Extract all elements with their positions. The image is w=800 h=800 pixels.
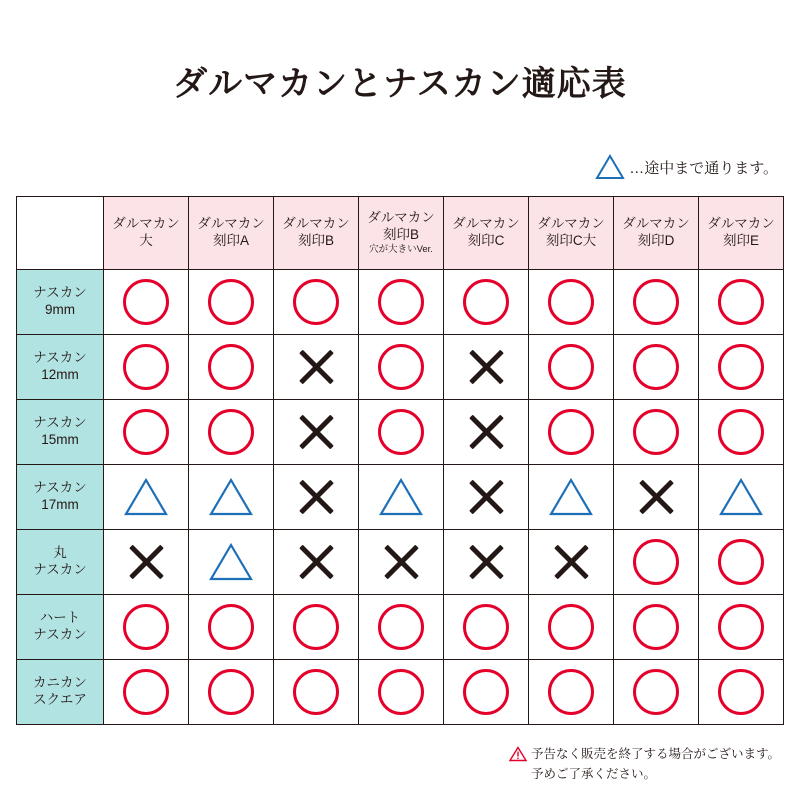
circle-shape bbox=[633, 409, 679, 455]
column-header-line2: 刻印C大 bbox=[545, 233, 597, 248]
cross-shape bbox=[294, 410, 338, 454]
matrix-cell bbox=[104, 335, 189, 400]
matrix-cell bbox=[359, 400, 444, 465]
matrix-cell bbox=[614, 530, 699, 595]
matrix-cell bbox=[529, 595, 614, 660]
column-header-line1: ダルマカン bbox=[112, 216, 180, 232]
row-header-line2: 15mm bbox=[41, 432, 79, 447]
matrix-cell bbox=[104, 595, 189, 660]
circle-shape bbox=[718, 539, 764, 585]
circle-icon bbox=[614, 530, 698, 594]
cross-icon bbox=[444, 335, 528, 399]
matrix-cell bbox=[699, 465, 784, 530]
triangle-icon bbox=[189, 530, 273, 594]
matrix-cell bbox=[359, 335, 444, 400]
circle-icon bbox=[699, 400, 783, 464]
matrix-cell bbox=[614, 465, 699, 530]
matrix-cell bbox=[699, 660, 784, 725]
row-header-line2: ナスカン bbox=[33, 627, 87, 642]
circle-shape bbox=[123, 669, 169, 715]
column-header-line1: ダルマカン bbox=[452, 216, 520, 232]
matrix-cell bbox=[529, 400, 614, 465]
row-header bbox=[17, 270, 104, 335]
table-row bbox=[17, 335, 784, 400]
matrix-cell bbox=[359, 595, 444, 660]
circle-icon bbox=[699, 595, 783, 659]
column-header-line1: ダルマカン bbox=[707, 216, 775, 232]
matrix-cell bbox=[529, 530, 614, 595]
column-header-line2: 大 bbox=[139, 233, 153, 248]
matrix-cell bbox=[189, 595, 274, 660]
circle-icon bbox=[359, 595, 443, 659]
column-header-line3: 穴が大きいVer. bbox=[369, 244, 433, 256]
matrix-cell bbox=[699, 595, 784, 660]
row-header-line1: カニカン bbox=[33, 675, 87, 691]
circle-icon bbox=[444, 270, 528, 334]
circle-shape bbox=[718, 279, 764, 325]
matrix-cell bbox=[359, 530, 444, 595]
footnote-line2: 予めご了承ください。 bbox=[530, 767, 656, 781]
cross-icon bbox=[614, 465, 698, 529]
circle-icon bbox=[189, 335, 273, 399]
matrix-cell bbox=[444, 530, 529, 595]
table-corner-cell bbox=[17, 197, 104, 270]
circle-shape bbox=[378, 669, 424, 715]
matrix-cell bbox=[189, 530, 274, 595]
circle-icon bbox=[614, 270, 698, 334]
matrix-cell bbox=[104, 400, 189, 465]
table-row bbox=[17, 465, 784, 530]
circle-shape bbox=[633, 344, 679, 390]
cross-icon bbox=[529, 530, 613, 594]
circle-shape bbox=[548, 279, 594, 325]
triangle-icon bbox=[593, 152, 627, 182]
column-header-line2: 刻印C bbox=[467, 233, 505, 248]
matrix-cell bbox=[274, 400, 359, 465]
row-header bbox=[17, 595, 104, 660]
matrix-cell bbox=[189, 465, 274, 530]
triangle-icon bbox=[699, 465, 783, 529]
column-header bbox=[104, 197, 189, 270]
matrix-cell bbox=[274, 465, 359, 530]
circle-shape bbox=[548, 409, 594, 455]
matrix-cell bbox=[699, 400, 784, 465]
circle-icon bbox=[189, 595, 273, 659]
cross-icon bbox=[274, 400, 358, 464]
triangle-shape bbox=[208, 542, 254, 582]
matrix-cell bbox=[529, 270, 614, 335]
row-header-line2: 12mm bbox=[41, 367, 79, 382]
cross-shape bbox=[294, 345, 338, 389]
circle-icon bbox=[274, 660, 358, 724]
warning-icon bbox=[508, 745, 528, 763]
cross-shape bbox=[549, 540, 593, 584]
matrix-cell bbox=[189, 660, 274, 725]
column-header-line1: ダルマカン bbox=[622, 216, 690, 232]
row-header bbox=[17, 530, 104, 595]
column-header bbox=[444, 197, 529, 270]
column-header bbox=[189, 197, 274, 270]
matrix-cell bbox=[104, 530, 189, 595]
circle-icon bbox=[529, 400, 613, 464]
column-header-line1: ダルマカン bbox=[282, 216, 350, 232]
triangle-shape bbox=[718, 477, 764, 517]
circle-icon bbox=[359, 335, 443, 399]
circle-shape bbox=[633, 604, 679, 650]
circle-shape bbox=[208, 604, 254, 650]
row-header bbox=[17, 660, 104, 725]
matrix-cell bbox=[274, 335, 359, 400]
circle-icon bbox=[529, 595, 613, 659]
matrix-cell bbox=[699, 530, 784, 595]
table-body bbox=[17, 270, 784, 725]
matrix-cell bbox=[444, 335, 529, 400]
circle-icon bbox=[614, 660, 698, 724]
row-header-line2: スクエア bbox=[33, 692, 87, 707]
circle-shape bbox=[633, 279, 679, 325]
matrix-cell bbox=[529, 660, 614, 725]
cross-shape bbox=[634, 475, 678, 519]
circle-icon bbox=[104, 595, 188, 659]
matrix-cell bbox=[274, 530, 359, 595]
row-header-line1: ハート bbox=[39, 610, 81, 626]
cross-icon bbox=[274, 530, 358, 594]
matrix-cell bbox=[189, 400, 274, 465]
circle-icon bbox=[189, 270, 273, 334]
matrix-cell bbox=[614, 335, 699, 400]
circle-icon bbox=[614, 335, 698, 399]
matrix-cell bbox=[104, 270, 189, 335]
matrix-cell bbox=[444, 400, 529, 465]
circle-icon bbox=[699, 530, 783, 594]
circle-shape bbox=[293, 604, 339, 650]
row-header bbox=[17, 335, 104, 400]
circle-icon bbox=[359, 270, 443, 334]
matrix-cell bbox=[614, 400, 699, 465]
cross-icon bbox=[444, 465, 528, 529]
circle-icon bbox=[189, 400, 273, 464]
circle-shape bbox=[463, 669, 509, 715]
circle-shape bbox=[293, 669, 339, 715]
column-header bbox=[614, 197, 699, 270]
triangle-icon bbox=[189, 465, 273, 529]
row-header bbox=[17, 465, 104, 530]
circle-shape bbox=[548, 604, 594, 650]
row-header-line1: 丸 bbox=[53, 545, 67, 561]
matrix-cell bbox=[104, 660, 189, 725]
circle-shape bbox=[718, 604, 764, 650]
row-header-line2: 9mm bbox=[45, 302, 75, 317]
row-header-line1: ナスカン bbox=[33, 415, 87, 431]
table-row bbox=[17, 595, 784, 660]
circle-icon bbox=[359, 400, 443, 464]
matrix-cell bbox=[274, 270, 359, 335]
matrix-cell bbox=[614, 595, 699, 660]
matrix-cell bbox=[444, 270, 529, 335]
column-header-line2: 刻印A bbox=[212, 233, 249, 248]
matrix-cell bbox=[699, 270, 784, 335]
page-title: ダルマカンとナスカン適応表 bbox=[173, 65, 627, 103]
circle-icon bbox=[444, 660, 528, 724]
legend-label: …途中まで通ります。 bbox=[629, 159, 778, 177]
cross-shape bbox=[379, 540, 423, 584]
cross-shape bbox=[464, 410, 508, 454]
circle-shape bbox=[208, 409, 254, 455]
circle-icon bbox=[104, 335, 188, 399]
triangle-shape bbox=[208, 477, 254, 517]
circle-shape bbox=[548, 669, 594, 715]
circle-shape bbox=[548, 344, 594, 390]
footnote-line1: 予告なく販売を終了する場合がございます。 bbox=[530, 747, 780, 761]
matrix-cell bbox=[529, 465, 614, 530]
circle-icon bbox=[699, 270, 783, 334]
circle-icon bbox=[529, 270, 613, 334]
row-header bbox=[17, 400, 104, 465]
cross-icon bbox=[274, 465, 358, 529]
row-header-line1: ナスカン bbox=[33, 480, 87, 496]
circle-shape bbox=[123, 604, 169, 650]
circle-shape bbox=[208, 344, 254, 390]
cross-shape bbox=[124, 540, 168, 584]
cross-icon bbox=[444, 530, 528, 594]
triangle-icon bbox=[104, 465, 188, 529]
matrix-cell bbox=[444, 660, 529, 725]
matrix-cell bbox=[444, 465, 529, 530]
circle-shape bbox=[378, 409, 424, 455]
matrix-cell bbox=[274, 595, 359, 660]
circle-icon bbox=[274, 270, 358, 334]
column-header bbox=[274, 197, 359, 270]
matrix-cell bbox=[529, 335, 614, 400]
column-header-line2: 刻印E bbox=[722, 233, 759, 248]
table-header-row bbox=[17, 197, 784, 270]
circle-shape bbox=[718, 409, 764, 455]
triangle-shape bbox=[378, 477, 424, 517]
triangle-icon bbox=[529, 465, 613, 529]
cross-shape bbox=[294, 475, 338, 519]
cross-shape bbox=[464, 540, 508, 584]
column-header-line2: 刻印B bbox=[382, 227, 419, 243]
circle-shape bbox=[378, 604, 424, 650]
matrix-cell bbox=[359, 660, 444, 725]
circle-icon bbox=[529, 335, 613, 399]
matrix-cell bbox=[104, 465, 189, 530]
circle-shape bbox=[463, 279, 509, 325]
circle-icon bbox=[529, 660, 613, 724]
footnote bbox=[508, 744, 780, 784]
matrix-cell bbox=[359, 270, 444, 335]
column-header-line1: ダルマカン bbox=[197, 216, 265, 232]
circle-shape bbox=[718, 344, 764, 390]
column-header-line2: 刻印D bbox=[637, 233, 675, 248]
circle-shape bbox=[293, 279, 339, 325]
matrix-cell bbox=[189, 270, 274, 335]
table-row bbox=[17, 270, 784, 335]
matrix-cell bbox=[274, 660, 359, 725]
circle-icon bbox=[104, 270, 188, 334]
matrix-cell bbox=[189, 335, 274, 400]
circle-icon bbox=[699, 660, 783, 724]
circle-icon bbox=[104, 400, 188, 464]
table-row bbox=[17, 660, 784, 725]
column-header-line2: 刻印B bbox=[297, 233, 334, 248]
cross-icon bbox=[104, 530, 188, 594]
matrix-cell bbox=[359, 465, 444, 530]
triangle-icon bbox=[359, 465, 443, 529]
compatibility-table bbox=[16, 196, 784, 725]
cross-shape bbox=[464, 475, 508, 519]
cross-icon bbox=[274, 335, 358, 399]
circle-shape bbox=[633, 539, 679, 585]
column-header-line1: ダルマカン bbox=[367, 210, 435, 226]
row-header-line2: 17mm bbox=[41, 497, 79, 512]
circle-shape bbox=[123, 344, 169, 390]
circle-shape bbox=[123, 409, 169, 455]
circle-shape bbox=[378, 279, 424, 325]
circle-shape bbox=[123, 279, 169, 325]
column-header bbox=[529, 197, 614, 270]
cross-icon bbox=[444, 400, 528, 464]
triangle-shape bbox=[548, 477, 594, 517]
legend bbox=[593, 152, 778, 182]
table-row bbox=[17, 530, 784, 595]
matrix-cell bbox=[699, 335, 784, 400]
circle-shape bbox=[208, 279, 254, 325]
circle-shape bbox=[378, 344, 424, 390]
circle-icon bbox=[104, 660, 188, 724]
cross-icon bbox=[359, 530, 443, 594]
circle-shape bbox=[208, 669, 254, 715]
matrix-cell bbox=[444, 595, 529, 660]
column-header bbox=[699, 197, 784, 270]
row-header-line1: ナスカン bbox=[33, 285, 87, 301]
column-header bbox=[359, 197, 444, 270]
table-row bbox=[17, 400, 784, 465]
circle-shape bbox=[718, 669, 764, 715]
circle-icon bbox=[444, 595, 528, 659]
column-header-line1: ダルマカン bbox=[537, 216, 605, 232]
circle-icon bbox=[274, 595, 358, 659]
circle-icon bbox=[359, 660, 443, 724]
triangle-shape bbox=[123, 477, 169, 517]
circle-shape bbox=[463, 604, 509, 650]
matrix-cell bbox=[614, 660, 699, 725]
circle-icon bbox=[614, 400, 698, 464]
matrix-cell bbox=[614, 270, 699, 335]
circle-icon bbox=[189, 660, 273, 724]
cross-shape bbox=[464, 345, 508, 389]
cross-shape bbox=[294, 540, 338, 584]
circle-icon bbox=[614, 595, 698, 659]
circle-shape bbox=[633, 669, 679, 715]
row-header-line2: ナスカン bbox=[33, 562, 87, 577]
row-header-line1: ナスカン bbox=[33, 350, 87, 366]
circle-icon bbox=[699, 335, 783, 399]
